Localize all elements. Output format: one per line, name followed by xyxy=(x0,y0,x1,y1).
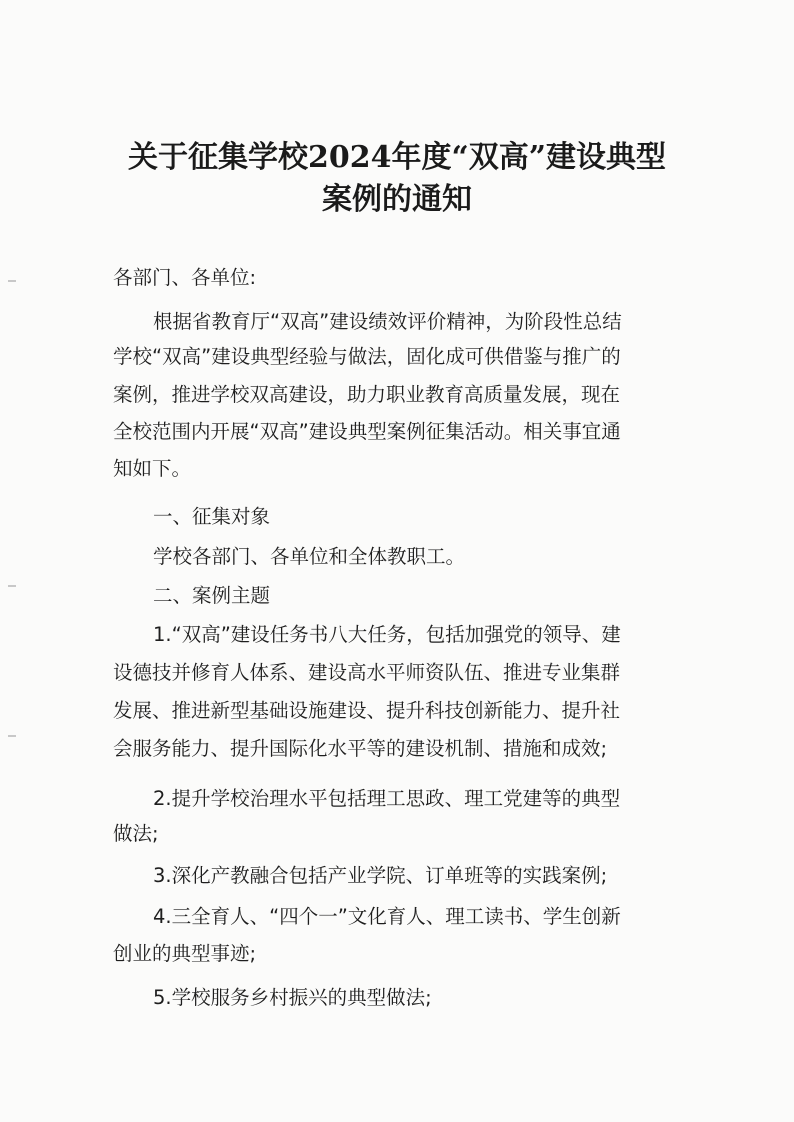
list-item-line: 1.“双高”建设任务书八大任务，包括加强党的领导、建 xyxy=(153,623,621,646)
section-heading: 二、案例主题 xyxy=(153,584,271,607)
paragraph-line: 全校范围内开展“双高”建设典型案例征集活动。相关事宜通 xyxy=(113,420,621,443)
scan-mark xyxy=(8,735,16,737)
list-item-line: 发展、推进新型基础设施建设、提升科技创新能力、提升社 xyxy=(113,699,621,722)
paragraph-line: 根据省教育厅“双高”建设绩效评价精神，为阶段性总结 xyxy=(153,310,622,333)
salutation: 各部门、各单位: xyxy=(113,266,257,289)
list-item-line: 3.深化产教融合包括产业学院、订单班等的实践案例; xyxy=(153,864,608,887)
list-item-line: 创业的典型事迹; xyxy=(113,942,257,965)
paragraph-line: 知如下。 xyxy=(113,457,192,480)
scan-mark xyxy=(8,585,16,587)
paragraph-line: 学校各部门、各单位和全体教职工。 xyxy=(153,545,466,568)
list-item-line: 5.学校服务乡村振兴的典型做法; xyxy=(153,986,432,1009)
list-item-line: 会服务能力、提升国际化水平等的建设机制、措施和成效; xyxy=(113,737,608,760)
document-title-line-2: 案例的通知 xyxy=(322,182,472,217)
list-item-line: 4.三全育人、“四个一”文化育人、理工读书、学生创新 xyxy=(153,905,621,928)
list-item-line: 2.提升学校治理水平包括理工思政、理工党建等的典型 xyxy=(153,787,621,810)
paragraph-line: 学校“双高”建设典型经验与做法，固化成可供借鉴与推广的 xyxy=(113,345,621,368)
list-item-line: 做法; xyxy=(113,822,159,845)
list-item-line: 设德技并修育人体系、建设高水平师资队伍、推进专业集群 xyxy=(113,661,621,684)
scan-mark xyxy=(8,280,16,282)
section-heading: 一、征集对象 xyxy=(153,505,271,528)
document-title-line-1: 关于征集学校2024年度“双高”建设典型 xyxy=(127,140,666,175)
paragraph-line: 案例，推进学校双高建设，助力职业教育高质量发展，现在 xyxy=(113,383,621,406)
